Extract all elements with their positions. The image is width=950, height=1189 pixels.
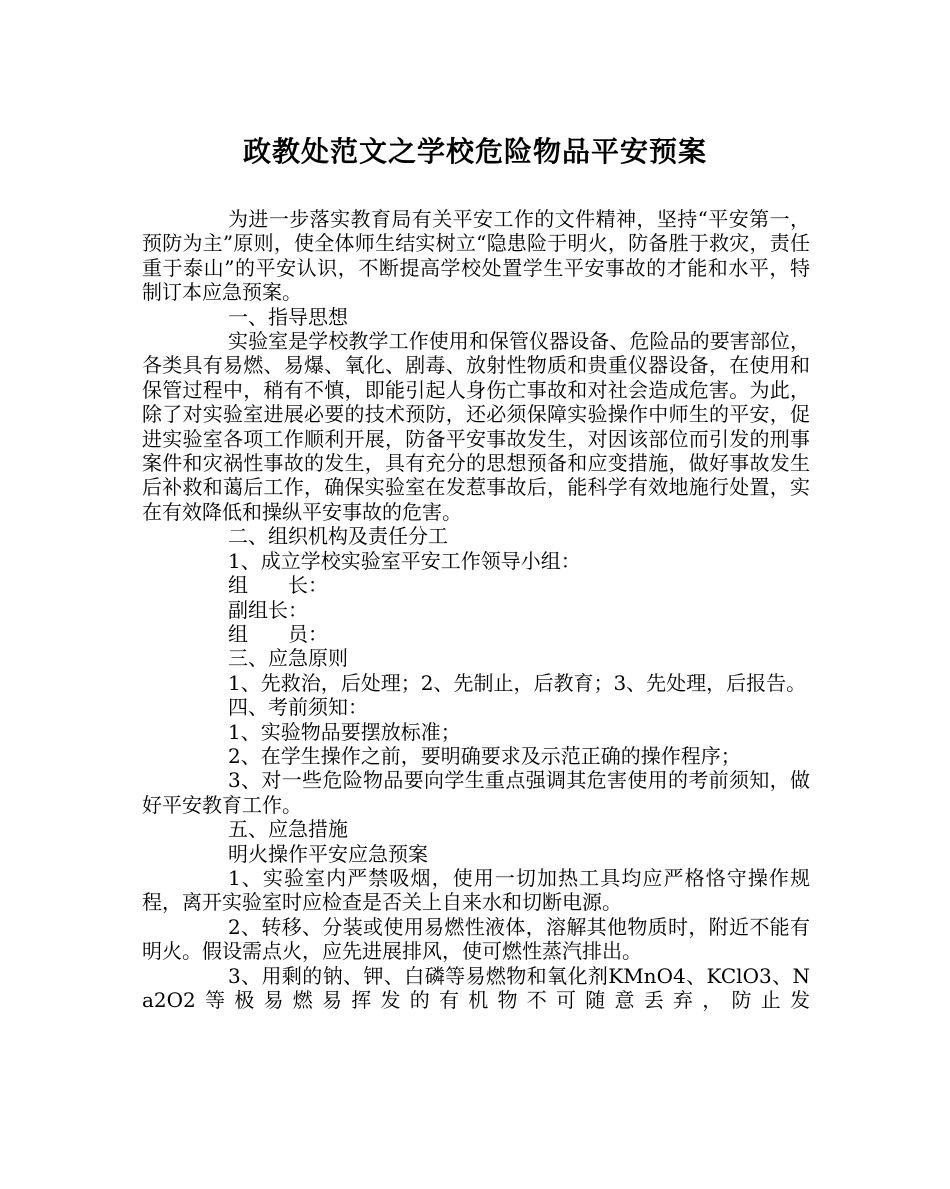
paragraph-note-1: 1、实验物品要摆放标准；	[228, 719, 461, 744]
heading-emergency-principles: 三、应急原则	[228, 646, 348, 671]
heading-organization: 二、组织机构及责任分工	[228, 524, 448, 549]
paragraph-deputy-leader: 副组长：	[228, 597, 308, 622]
paragraph-measure-3: 3、用剩的钠、钾、白磷等易燃物和氧化剂KMnO4、KClO3、Na2O2等极易燃易挥发的有机物不可随意丢弃，防止发	[142, 963, 810, 1012]
paragraph-group-members: 组 员：	[228, 621, 328, 646]
document-title: 政教处范文之学校危险物品平安预案	[242, 135, 707, 168]
paragraph-leading-group: 1、成立学校实验室平安工作领导小组：	[228, 548, 581, 573]
paragraph-intro: 为进一步落实教育局有关平安工作的文件精神，坚持“平安第一，预防为主”原则，使全体师生结实树立“隐患险于明火，防备胜于救灾，责任重于泰山”的平安认识，不断提高学校处置学生平安事故的才能和水平，特制订本应急预案。	[142, 207, 810, 305]
paragraph-note-3: 3、对一些危险物品要向学生重点强调其危害使用的考前须知，做好平安教育工作。	[142, 768, 810, 817]
document-body	[142, 207, 810, 1012]
paragraph-group-leader: 组 长：	[228, 573, 328, 598]
paragraph-measure-2: 2、转移、分装或使用易燃性液体，溶解其他物质时，附近不能有明火。假设需点火，应先进展排风，使可燃性蒸汽排出。	[142, 914, 810, 964]
heading-notes: 四、考前须知：	[228, 695, 368, 720]
heading-guiding-thought: 一、指导思想	[228, 304, 348, 329]
heading-open-flame-plan: 明火操作平安应急预案	[228, 841, 428, 866]
paragraph-measure-1: 1、实验室内严禁吸烟，使用一切加热工具均应严格恪守操作规程，离开实验室时应检查是否关上自来水和切断电源。	[142, 865, 810, 915]
heading-emergency-measures: 五、应急措施	[228, 817, 348, 842]
paragraph-principles: 1、先救治，后处理；2、先制止，后教育；3、先处理，后报告。	[228, 670, 807, 695]
paragraph-note-2: 2、在学生操作之前，要明确要求及示范正确的操作程序；	[228, 743, 741, 768]
paragraph-guiding-thought: 实验室是学校教学工作使用和保管仪器设备、危险品的要害部位，各类具有易燃、易爆、氧化、剧毒、放射性物质和贵重仪器设备，在使用和保管过程中，稍有不慎，即能引起人身伤亡事故和对社会造成危害。为此，除了对实验室进展必要的技术预防，还必须保障实验操作中师生的平安，促进实验室各项工作顺利开展，防备平安事故发生，对因该部位而引发的刑事案件和灾祸性事故的发生，具有充分的思想预备和应变措施，做好事故发生后补救和蔼后工作，确保实验室在发惹事故后，能科学有效地施行处置，实在有效降低和操纵平安事故的危害。	[142, 329, 810, 524]
